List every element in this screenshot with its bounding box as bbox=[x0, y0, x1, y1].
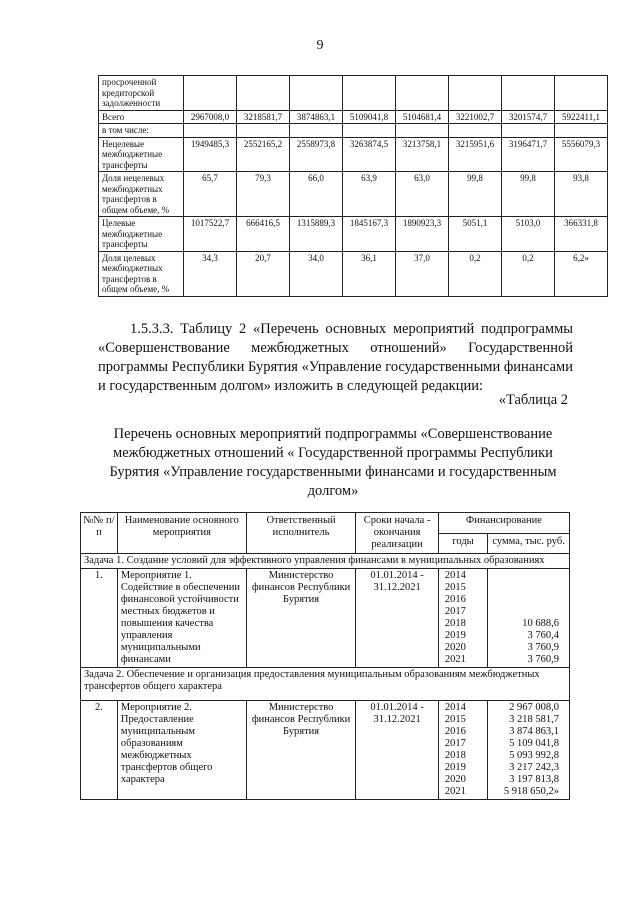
event-2-years: 2014 2015 2016 2017 2018 2019 2020 2021 bbox=[438, 701, 487, 800]
row-value: 65,7 bbox=[184, 172, 237, 217]
row-value: 2558973,8 bbox=[290, 137, 343, 172]
amendment-paragraph: 1.5.3.3. Таблицу 2 «Перечень основных мероприятий подпрограммы «Совершенствование межбюджетных отношений» Государственной программы Республики Бурятия «Управление государственными финансами и государственным долгом» изложить в следующей редакции: bbox=[98, 321, 573, 394]
header-financing: Финансирование bbox=[438, 513, 569, 534]
row-value: 34,0 bbox=[290, 251, 343, 296]
row-value bbox=[449, 124, 502, 138]
row-value bbox=[184, 124, 237, 138]
main-events-table bbox=[80, 512, 570, 800]
row-value: 0,2 bbox=[502, 251, 555, 296]
top-table-row bbox=[99, 217, 608, 252]
top-table-row bbox=[99, 172, 608, 217]
task-row bbox=[81, 554, 570, 569]
row-value bbox=[184, 76, 237, 111]
row-label: Доля нецелевых межбюджетных трансфертов в общем объеме, % bbox=[99, 172, 184, 217]
row-value: 20,7 bbox=[237, 251, 290, 296]
row-value: 93,8 bbox=[555, 172, 608, 217]
row-value bbox=[555, 124, 608, 138]
event-2-executor: Министерство финансов Республики Бурятия bbox=[246, 701, 356, 800]
top-table-row bbox=[99, 251, 608, 296]
row-value: 366331,8 bbox=[555, 217, 608, 252]
row-value: 5109041,8 bbox=[343, 110, 396, 124]
row-value: 3221002,7 bbox=[449, 110, 502, 124]
row-label: Доля целевых межбюджетных трансфертов в общем объеме, % bbox=[99, 251, 184, 296]
top-table-row bbox=[99, 110, 608, 124]
event-1-years: 2014 2015 2016 2017 2018 2019 2020 2021 bbox=[438, 569, 487, 668]
event-1-sums: 10 688,6 3 760,4 3 760,9 3 760,9 bbox=[488, 569, 570, 668]
row-value: 2552165,2 bbox=[237, 137, 290, 172]
row-value: 79,3 bbox=[237, 172, 290, 217]
row-value: 1949485,3 bbox=[184, 137, 237, 172]
row-value bbox=[502, 76, 555, 111]
row-value: 3196471,7 bbox=[502, 137, 555, 172]
row-value: 5051,1 bbox=[449, 217, 502, 252]
row-value: 5922411,1 bbox=[555, 110, 608, 124]
event-2-period: 01.01.2014 - 31.12.2021 bbox=[356, 701, 438, 800]
row-value bbox=[237, 76, 290, 111]
row-value: 1890923,3 bbox=[396, 217, 449, 252]
event-2-sums: 2 967 008,0 3 218 581,7 3 874 863,1 5 109 041,8 5 093 992,8 3 217 242,3 3 197 813,8 5 918 650,2» bbox=[488, 701, 570, 800]
row-value: 34,3 bbox=[184, 251, 237, 296]
row-label: просроченной кредиторской задолженности bbox=[99, 76, 184, 111]
row-label: Целевые межбюджетные трансферты bbox=[99, 217, 184, 252]
task-1: Задача 1. Создание условий для эффективного управления финансами в муниципальных образованиях bbox=[81, 554, 570, 569]
row-value: 3263874,5 bbox=[343, 137, 396, 172]
event-1-executor: Министерство финансов Республики Бурятия bbox=[246, 569, 356, 668]
header-name: Наименование основного мероприятия bbox=[117, 513, 246, 554]
header-num: №№ п/п bbox=[81, 513, 118, 554]
row-value: 0,2 bbox=[449, 251, 502, 296]
budget-transfers-table bbox=[98, 75, 608, 297]
row-value: 5556079,3 bbox=[555, 137, 608, 172]
row-value: 63,9 bbox=[343, 172, 396, 217]
event-row bbox=[81, 569, 570, 668]
row-label: Всего bbox=[99, 110, 184, 124]
row-value bbox=[237, 124, 290, 138]
table-title: Перечень основных мероприятий подпрограммы «Совершенствование межбюджетных отношений « Государственной программы Республики Бурятия «Управление государственными финансами и государственным долгом» bbox=[109, 426, 557, 499]
header-executor: Ответственный исполнитель bbox=[246, 513, 356, 554]
row-value: 5104681,4 bbox=[396, 110, 449, 124]
page-number: 9 bbox=[316, 38, 324, 53]
top-table-row bbox=[99, 124, 608, 138]
row-label: Нецелевые межбюджетные трансферты bbox=[99, 137, 184, 172]
header-sum: сумма, тыс. руб. bbox=[488, 533, 570, 554]
row-value: 99,8 bbox=[502, 172, 555, 217]
row-value: 63,0 bbox=[396, 172, 449, 217]
row-label: в том числе: bbox=[99, 124, 184, 138]
task-row bbox=[81, 668, 570, 701]
row-value bbox=[502, 124, 555, 138]
row-value: 6,2» bbox=[555, 251, 608, 296]
row-value bbox=[290, 124, 343, 138]
row-value: 3215951,6 bbox=[449, 137, 502, 172]
event-1-num: 1. bbox=[81, 569, 118, 668]
event-1-name: Мероприятие 1. Содействие в обеспечении финансовой устойчивости местных бюджетов и повышения качества управления муниципальными финансами bbox=[117, 569, 246, 668]
row-value: 3201574,7 bbox=[502, 110, 555, 124]
row-value: 36,1 bbox=[343, 251, 396, 296]
row-value bbox=[396, 124, 449, 138]
row-value: 66,0 bbox=[290, 172, 343, 217]
row-value bbox=[343, 76, 396, 111]
row-value: 1845167,3 bbox=[343, 217, 396, 252]
table-caption: «Таблица 2 bbox=[498, 392, 568, 408]
row-value: 3218581,7 bbox=[237, 110, 290, 124]
row-value: 3213758,1 bbox=[396, 137, 449, 172]
row-value: 1017522,7 bbox=[184, 217, 237, 252]
event-2-name: Мероприятие 2. Предоставление муниципальным образованиям межбюджетных трансфертов общего характера bbox=[117, 701, 246, 800]
row-value: 5103,0 bbox=[502, 217, 555, 252]
event-1-period: 01.01.2014 - 31.12.2021 bbox=[356, 569, 438, 668]
row-value: 666416,5 bbox=[237, 217, 290, 252]
row-value: 1315889,3 bbox=[290, 217, 343, 252]
task-2: Задача 2. Обеспечение и организация предоставления муниципальным образованиям межбюджетных трансфертов общего характера bbox=[81, 668, 570, 701]
row-value: 2967008,0 bbox=[184, 110, 237, 124]
row-value: 37,0 bbox=[396, 251, 449, 296]
row-value bbox=[555, 76, 608, 111]
event-2-num: 2. bbox=[81, 701, 118, 800]
row-value: 99,8 bbox=[449, 172, 502, 217]
row-value bbox=[290, 76, 343, 111]
top-table-row bbox=[99, 137, 608, 172]
row-value bbox=[449, 76, 502, 111]
header-period: Сроки начала - окончания реализации bbox=[356, 513, 438, 554]
event-row bbox=[81, 701, 570, 800]
header-years: годы bbox=[438, 533, 487, 554]
row-value: 3874863,1 bbox=[290, 110, 343, 124]
top-table-row bbox=[99, 76, 608, 111]
row-value bbox=[396, 76, 449, 111]
row-value bbox=[343, 124, 396, 138]
